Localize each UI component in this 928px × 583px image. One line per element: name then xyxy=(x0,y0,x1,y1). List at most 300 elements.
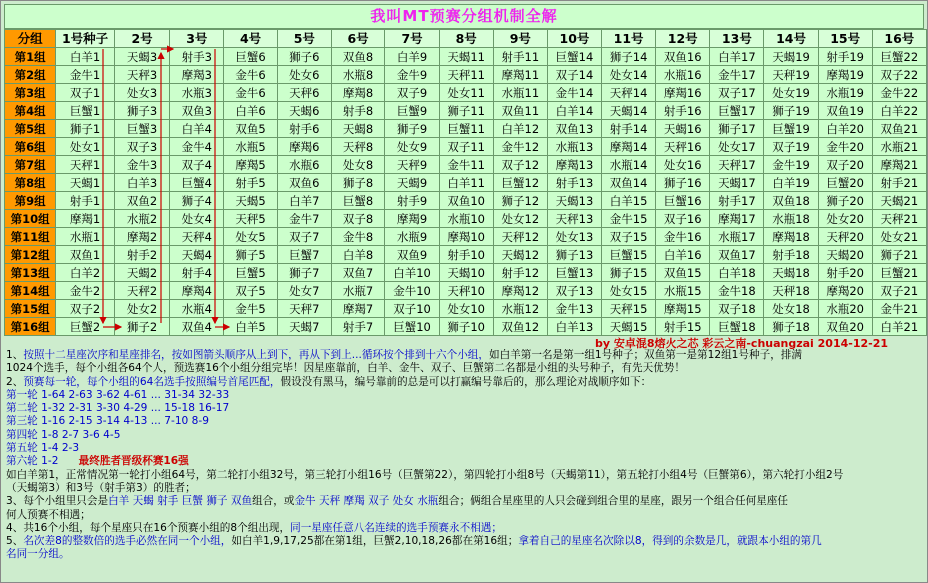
player-cell: 双子16 xyxy=(656,210,710,228)
player-cell: 水瓶6 xyxy=(277,156,331,174)
player-cell: 处女19 xyxy=(764,84,818,102)
player-cell: 双鱼14 xyxy=(602,174,656,192)
player-cell: 双子21 xyxy=(872,282,926,300)
seed-column-header: 9号 xyxy=(493,30,547,48)
player-cell: 处女11 xyxy=(439,84,493,102)
player-cell: 金牛14 xyxy=(547,84,601,102)
player-cell: 水瓶11 xyxy=(493,84,547,102)
table-row xyxy=(5,282,927,300)
player-cell: 处女15 xyxy=(602,282,656,300)
player-cell: 巨蟹9 xyxy=(385,102,439,120)
player-cell: 巨蟹5 xyxy=(224,264,278,282)
player-cell: 处女21 xyxy=(872,228,926,246)
player-cell: 水瓶10 xyxy=(439,210,493,228)
player-cell: 巨蟹13 xyxy=(547,264,601,282)
player-cell: 狮子11 xyxy=(439,102,493,120)
player-cell: 摩羯7 xyxy=(331,300,385,318)
player-cell: 摩羯3 xyxy=(170,66,224,84)
group-label: 第8组 xyxy=(5,174,56,192)
player-cell: 双子7 xyxy=(277,228,331,246)
player-cell: 天蝎21 xyxy=(872,192,926,210)
player-cell: 白羊7 xyxy=(277,192,331,210)
player-cell: 射手2 xyxy=(114,246,170,264)
note-line-16: 名同一分组。 xyxy=(6,548,70,561)
player-cell: 金牛22 xyxy=(872,84,926,102)
player-cell: 摩羯15 xyxy=(656,300,710,318)
player-cell: 天秤17 xyxy=(710,156,764,174)
player-cell: 摩羯8 xyxy=(331,84,385,102)
player-cell: 双子9 xyxy=(385,84,439,102)
player-cell: 摩羯10 xyxy=(439,228,493,246)
player-cell: 双鱼13 xyxy=(547,120,601,138)
winner-note: 最终胜者晋级杯赛16强 xyxy=(78,455,189,468)
player-cell: 双子11 xyxy=(439,138,493,156)
player-cell: 天蝎4 xyxy=(170,246,224,264)
player-cell: 处女6 xyxy=(277,66,331,84)
player-cell: 白羊3 xyxy=(114,174,170,192)
player-cell: 处女14 xyxy=(602,66,656,84)
seed-column-header: 8号 xyxy=(439,30,493,48)
player-cell: 水瓶21 xyxy=(872,138,926,156)
player-cell: 处女16 xyxy=(656,156,710,174)
player-cell: 天蝎2 xyxy=(114,264,170,282)
player-cell: 狮子17 xyxy=(710,120,764,138)
player-cell: 射手1 xyxy=(56,192,114,210)
player-cell: 狮子3 xyxy=(114,102,170,120)
player-cell: 白羊18 xyxy=(710,264,764,282)
player-cell: 水瓶5 xyxy=(224,138,278,156)
player-cell: 巨蟹7 xyxy=(277,246,331,264)
player-cell: 天蝎6 xyxy=(277,102,331,120)
player-cell: 射手7 xyxy=(331,318,385,336)
player-cell: 天蝎12 xyxy=(493,246,547,264)
table-row xyxy=(5,102,927,120)
player-cell: 天蝎1 xyxy=(56,174,114,192)
group-label: 第10组 xyxy=(5,210,56,228)
player-cell: 射手12 xyxy=(493,264,547,282)
player-cell: 摩羯6 xyxy=(277,138,331,156)
player-cell: 巨蟹4 xyxy=(170,174,224,192)
player-cell: 天秤5 xyxy=(224,210,278,228)
player-cell: 水瓶15 xyxy=(656,282,710,300)
player-cell: 巨蟹10 xyxy=(385,318,439,336)
table-row xyxy=(5,66,927,84)
player-cell: 天蝎16 xyxy=(656,120,710,138)
player-cell: 水瓶1 xyxy=(56,228,114,246)
player-cell: 天蝎5 xyxy=(224,192,278,210)
player-cell: 处女1 xyxy=(56,138,114,156)
explanation-notes xyxy=(6,349,924,562)
player-cell: 巨蟹19 xyxy=(764,120,818,138)
player-cell: 水瓶2 xyxy=(114,210,170,228)
player-cell: 摩羯14 xyxy=(602,138,656,156)
player-cell: 金牛6 xyxy=(224,66,278,84)
player-cell: 金牛3 xyxy=(114,156,170,174)
player-cell: 射手14 xyxy=(602,120,656,138)
player-cell: 水瓶12 xyxy=(493,300,547,318)
player-cell: 巨蟹20 xyxy=(818,174,872,192)
note-line-2: 1024个选手，每个小组各64个人，预选赛16个小组分组完毕！因星座靠前，白羊、金牛、双子、巨蟹第二名都是小组的头号种子，有先天优势！ xyxy=(6,362,685,375)
round-1: 第一轮 1-64 2-63 3-62 4-61 ... 31-34 32-33 xyxy=(6,388,230,401)
player-cell: 白羊22 xyxy=(872,102,926,120)
table-row xyxy=(5,48,927,66)
player-cell: 摩羯2 xyxy=(114,228,170,246)
note-line-15: 5、名次差8的整数倍的选手必然在同一个小组，如白羊1,9,17,25都在第1组，巨蟹2,10,18,26都在第16组；拿着自己的星座名次除以8，得到的余数是几，就跟本小组的第几 xyxy=(6,535,822,548)
player-cell: 白羊12 xyxy=(493,120,547,138)
table-row xyxy=(5,174,927,192)
player-cell: 水瓶4 xyxy=(170,300,224,318)
player-cell: 射手18 xyxy=(764,246,818,264)
group-label: 第6组 xyxy=(5,138,56,156)
player-cell: 金牛10 xyxy=(385,282,439,300)
player-cell: 射手9 xyxy=(385,192,439,210)
player-cell: 摩羯9 xyxy=(385,210,439,228)
player-cell: 双子14 xyxy=(547,66,601,84)
player-cell: 处女12 xyxy=(493,210,547,228)
player-cell: 天秤13 xyxy=(547,210,601,228)
player-cell: 狮子18 xyxy=(764,318,818,336)
round-6: 第六轮 1-2 最终胜者晋级杯赛16强 xyxy=(6,455,189,468)
player-cell: 狮子12 xyxy=(493,192,547,210)
player-cell: 狮子4 xyxy=(170,192,224,210)
group-label: 第7组 xyxy=(5,156,56,174)
player-cell: 水瓶16 xyxy=(656,66,710,84)
player-cell: 射手4 xyxy=(170,264,224,282)
page-title: 我叫MT预赛分组机制全解 xyxy=(4,4,924,29)
player-cell: 天蝎15 xyxy=(602,318,656,336)
player-cell: 金牛6 xyxy=(224,84,278,102)
player-cell: 巨蟹15 xyxy=(602,246,656,264)
player-cell: 摩羯4 xyxy=(170,282,224,300)
player-cell: 白羊17 xyxy=(710,48,764,66)
player-cell: 天蝎10 xyxy=(439,264,493,282)
player-cell: 双鱼10 xyxy=(439,192,493,210)
player-cell: 巨蟹18 xyxy=(710,318,764,336)
player-cell: 射手16 xyxy=(656,102,710,120)
player-cell: 天秤3 xyxy=(114,66,170,84)
seed-column-header: 13号 xyxy=(710,30,764,48)
player-cell: 摩羯21 xyxy=(872,156,926,174)
player-cell: 白羊2 xyxy=(56,264,114,282)
player-cell: 双子4 xyxy=(170,156,224,174)
player-cell: 双鱼7 xyxy=(331,264,385,282)
note-line-10: 如白羊第1，正常情况第一轮打小组64号，第二轮打小组32号，第三轮打小组16号（巨蟹第22），第四轮打小组8号（天蝎第11），第五轮打小组4号（巨蟹第6），第六轮打小组2号 xyxy=(6,468,844,481)
player-cell: 狮子7 xyxy=(277,264,331,282)
round-5: 第五轮 1-4 2-3 xyxy=(6,442,80,455)
player-cell: 天蝎17 xyxy=(710,174,764,192)
player-cell: 狮子13 xyxy=(547,246,601,264)
group-label: 第4组 xyxy=(5,102,56,120)
player-cell: 处女18 xyxy=(764,300,818,318)
player-cell: 处女13 xyxy=(547,228,601,246)
player-cell: 处女9 xyxy=(385,138,439,156)
player-cell: 金牛5 xyxy=(224,300,278,318)
player-cell: 白羊19 xyxy=(764,174,818,192)
table-row xyxy=(5,156,927,174)
player-cell: 巨蟹8 xyxy=(331,192,385,210)
player-cell: 天秤9 xyxy=(385,156,439,174)
player-cell: 天秤15 xyxy=(602,300,656,318)
player-cell: 天蝎19 xyxy=(764,48,818,66)
player-cell: 处女7 xyxy=(277,282,331,300)
player-cell: 白羊13 xyxy=(547,318,601,336)
table-row xyxy=(5,264,927,282)
player-cell: 双鱼4 xyxy=(170,318,224,336)
player-cell: 巨蟹12 xyxy=(493,174,547,192)
group-label: 第5组 xyxy=(5,120,56,138)
player-cell: 白羊5 xyxy=(224,318,278,336)
note-line-13: 何人预赛不相遇； xyxy=(6,508,91,521)
seed-column-header: 3号 xyxy=(170,30,224,48)
player-cell: 金牛1 xyxy=(56,66,114,84)
player-cell: 天蝎7 xyxy=(277,318,331,336)
player-cell: 处女17 xyxy=(710,138,764,156)
player-cell: 白羊6 xyxy=(224,102,278,120)
player-cell: 狮子5 xyxy=(224,246,278,264)
player-cell: 双鱼12 xyxy=(493,318,547,336)
player-cell: 白羊14 xyxy=(547,102,601,120)
player-cell: 摩羯19 xyxy=(818,66,872,84)
group-label: 第14组 xyxy=(5,282,56,300)
group-table xyxy=(4,29,927,336)
player-cell: 双鱼18 xyxy=(764,192,818,210)
player-cell: 双子22 xyxy=(872,66,926,84)
table-row xyxy=(5,138,927,156)
player-cell: 射手8 xyxy=(331,102,385,120)
player-cell: 处女4 xyxy=(170,210,224,228)
group-label: 第9组 xyxy=(5,192,56,210)
player-cell: 射手17 xyxy=(710,192,764,210)
player-cell: 天秤16 xyxy=(656,138,710,156)
group-label: 第2组 xyxy=(5,66,56,84)
player-cell: 双子15 xyxy=(602,228,656,246)
player-cell: 天蝎18 xyxy=(764,264,818,282)
table-row xyxy=(5,84,927,102)
player-cell: 双鱼6 xyxy=(277,174,331,192)
player-cell: 天秤12 xyxy=(493,228,547,246)
player-cell: 天蝎13 xyxy=(547,192,601,210)
player-cell: 水瓶13 xyxy=(547,138,601,156)
player-cell: 射手6 xyxy=(277,120,331,138)
player-cell: 摩羯16 xyxy=(656,84,710,102)
table-row xyxy=(5,210,927,228)
player-cell: 双子1 xyxy=(56,84,114,102)
note-line-12: 3、每个小组里只会是白羊 天蝎 射手 巨蟹 狮子 双鱼组合，或金牛 天秤 摩羯 双子 处女 水瓶组合；俩组合星座里的人只会碰到组合里的星座，跟另一个组合任何星座任 xyxy=(6,495,788,508)
player-cell: 双子8 xyxy=(331,210,385,228)
player-cell: 双子3 xyxy=(114,138,170,156)
player-cell: 摩羯1 xyxy=(56,210,114,228)
player-cell: 金牛15 xyxy=(602,210,656,228)
seed-column-header: 16号 xyxy=(872,30,926,48)
player-cell: 双鱼2 xyxy=(114,192,170,210)
player-cell: 天秤19 xyxy=(764,66,818,84)
player-cell: 射手15 xyxy=(656,318,710,336)
player-cell: 天蝎8 xyxy=(331,120,385,138)
player-cell: 天秤6 xyxy=(277,84,331,102)
player-cell: 水瓶19 xyxy=(818,84,872,102)
player-cell: 摩羯18 xyxy=(764,228,818,246)
player-cell: 双鱼3 xyxy=(170,102,224,120)
player-cell: 狮子21 xyxy=(872,246,926,264)
player-cell: 狮子16 xyxy=(656,174,710,192)
player-cell: 白羊15 xyxy=(602,192,656,210)
player-cell: 巨蟹21 xyxy=(872,264,926,282)
player-cell: 射手19 xyxy=(818,48,872,66)
player-cell: 双鱼17 xyxy=(710,246,764,264)
seed-column-header: 11号 xyxy=(602,30,656,48)
player-cell: 双鱼15 xyxy=(656,264,710,282)
group-label: 第3组 xyxy=(5,84,56,102)
player-cell: 射手13 xyxy=(547,174,601,192)
player-cell: 射手21 xyxy=(872,174,926,192)
player-cell: 天秤8 xyxy=(331,138,385,156)
seed-column-header: 1号种子 xyxy=(56,30,114,48)
note-line-11: （天蝎第3）和3号（射手第3）的胜者； xyxy=(6,481,196,494)
player-cell: 双鱼1 xyxy=(56,246,114,264)
player-cell: 狮子6 xyxy=(277,48,331,66)
player-cell: 双子20 xyxy=(818,156,872,174)
player-cell: 双子13 xyxy=(547,282,601,300)
player-cell: 金牛9 xyxy=(385,66,439,84)
player-cell: 天蝎14 xyxy=(602,102,656,120)
player-cell: 摩羯20 xyxy=(818,282,872,300)
player-cell: 射手5 xyxy=(224,174,278,192)
player-cell: 双子10 xyxy=(385,300,439,318)
player-cell: 白羊9 xyxy=(385,48,439,66)
player-cell: 巨蟹11 xyxy=(439,120,493,138)
player-cell: 双子17 xyxy=(710,84,764,102)
player-cell: 金牛21 xyxy=(872,300,926,318)
player-cell: 天秤1 xyxy=(56,156,114,174)
player-cell: 双鱼16 xyxy=(656,48,710,66)
player-cell: 巨蟹22 xyxy=(872,48,926,66)
player-cell: 狮子14 xyxy=(602,48,656,66)
group-label: 第16组 xyxy=(5,318,56,336)
player-cell: 天秤18 xyxy=(764,282,818,300)
player-cell: 摩羯17 xyxy=(710,210,764,228)
player-cell: 摩羯11 xyxy=(493,66,547,84)
author-signature: by 安卓混8熔火之芯 彩云之南-chuangzai 2014-12-21 xyxy=(595,337,889,350)
player-cell: 金牛17 xyxy=(710,66,764,84)
player-cell: 狮子9 xyxy=(385,120,439,138)
player-cell: 天蝎9 xyxy=(385,174,439,192)
player-cell: 天秤14 xyxy=(602,84,656,102)
player-cell: 摩羯5 xyxy=(224,156,278,174)
player-cell: 双鱼21 xyxy=(872,120,926,138)
round-4: 第四轮 1-8 2-7 3-6 4-5 xyxy=(6,428,121,441)
player-cell: 双鱼19 xyxy=(818,102,872,120)
player-cell: 金牛4 xyxy=(170,138,224,156)
player-cell: 水瓶18 xyxy=(764,210,818,228)
group-label: 第15组 xyxy=(5,300,56,318)
player-cell: 天蝎20 xyxy=(818,246,872,264)
player-cell: 白羊4 xyxy=(170,120,224,138)
player-cell: 狮子8 xyxy=(331,174,385,192)
player-cell: 巨蟹1 xyxy=(56,102,114,120)
player-cell: 狮子19 xyxy=(764,102,818,120)
player-cell: 天秤20 xyxy=(818,228,872,246)
player-cell: 双子5 xyxy=(224,282,278,300)
group-label: 第1组 xyxy=(5,48,56,66)
seed-column-header: 10号 xyxy=(547,30,601,48)
player-cell: 双鱼20 xyxy=(818,318,872,336)
seed-column-header: 6号 xyxy=(331,30,385,48)
player-cell: 白羊1 xyxy=(56,48,114,66)
player-cell: 白羊11 xyxy=(439,174,493,192)
player-cell: 水瓶8 xyxy=(331,66,385,84)
player-cell: 处女20 xyxy=(818,210,872,228)
round-2: 第二轮 1-32 2-31 3-30 4-29 ... 15-18 16-17 xyxy=(6,402,230,415)
group-label: 第12组 xyxy=(5,246,56,264)
player-cell: 狮子15 xyxy=(602,264,656,282)
player-cell: 白羊8 xyxy=(331,246,385,264)
table-row xyxy=(5,192,927,210)
player-cell: 巨蟹3 xyxy=(114,120,170,138)
player-cell: 天秤7 xyxy=(277,300,331,318)
seed-column-header: 14号 xyxy=(764,30,818,48)
player-cell: 巨蟹2 xyxy=(56,318,114,336)
player-cell: 双子19 xyxy=(764,138,818,156)
table-row xyxy=(5,318,927,336)
group-column-header: 分组 xyxy=(5,30,56,48)
table-row xyxy=(5,228,927,246)
seed-column-header: 15号 xyxy=(818,30,872,48)
note-line-1: 1、按照十二星座次序和星座排名，按如图箭头顺序从上到下，再从下到上...循环按个排到十六个小组，如白羊第一名是第一组1号种子；双鱼第一是第12组1号种子，排满 xyxy=(6,349,802,361)
table-row xyxy=(5,120,927,138)
player-cell: 巨蟹6 xyxy=(224,48,278,66)
player-cell: 天蝎11 xyxy=(439,48,493,66)
player-cell: 水瓶9 xyxy=(385,228,439,246)
group-label: 第11组 xyxy=(5,228,56,246)
player-cell: 射手20 xyxy=(818,264,872,282)
player-cell: 处女2 xyxy=(114,300,170,318)
player-cell: 天秤21 xyxy=(872,210,926,228)
seed-column-header: 5号 xyxy=(277,30,331,48)
player-cell: 白羊20 xyxy=(818,120,872,138)
player-cell: 金牛7 xyxy=(277,210,331,228)
player-cell: 双鱼8 xyxy=(331,48,385,66)
player-cell: 水瓶3 xyxy=(170,84,224,102)
player-cell: 双子2 xyxy=(56,300,114,318)
table-row xyxy=(5,300,927,318)
player-cell: 处女8 xyxy=(331,156,385,174)
player-cell: 处女3 xyxy=(114,84,170,102)
player-cell: 水瓶17 xyxy=(710,228,764,246)
player-cell: 水瓶14 xyxy=(602,156,656,174)
group-label: 第13组 xyxy=(5,264,56,282)
player-cell: 双鱼9 xyxy=(385,246,439,264)
player-cell: 狮子2 xyxy=(114,318,170,336)
player-cell: 双鱼11 xyxy=(493,102,547,120)
player-cell: 天秤4 xyxy=(170,228,224,246)
player-cell: 水瓶20 xyxy=(818,300,872,318)
player-cell: 天秤2 xyxy=(114,282,170,300)
seed-column-header: 12号 xyxy=(656,30,710,48)
player-cell: 双子12 xyxy=(493,156,547,174)
player-cell: 天秤11 xyxy=(439,66,493,84)
player-cell: 狮子1 xyxy=(56,120,114,138)
player-cell: 巨蟹17 xyxy=(710,102,764,120)
player-cell: 摩羯13 xyxy=(547,156,601,174)
note-line-14: 4、共16个小组，每个星座只在16个预赛小组的8个组出现，同一星座任意八名连续的选手预赛永不相遇； xyxy=(6,521,502,534)
player-cell: 金牛13 xyxy=(547,300,601,318)
player-cell: 天秤10 xyxy=(439,282,493,300)
player-cell: 狮子10 xyxy=(439,318,493,336)
player-cell: 处女10 xyxy=(439,300,493,318)
player-cell: 白羊21 xyxy=(872,318,926,336)
seed-column-header: 4号 xyxy=(224,30,278,48)
player-cell: 白羊16 xyxy=(656,246,710,264)
